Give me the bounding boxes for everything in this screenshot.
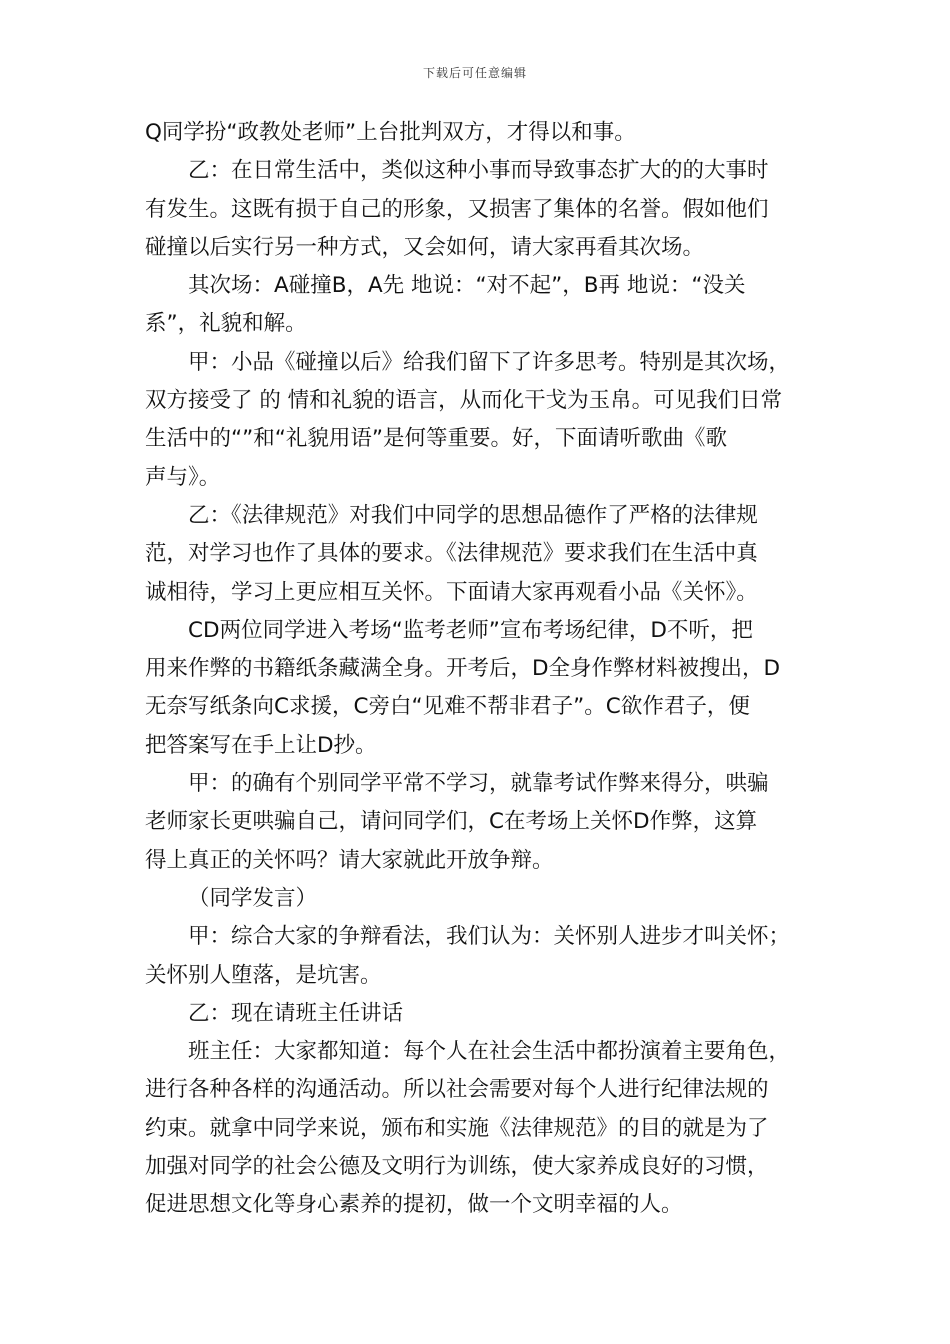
text-line: 生活中的“”和“礼貌用语”是何等重要。好，下面请听歌曲《歌 bbox=[145, 426, 728, 452]
page-header: 下载后可任意编辑 bbox=[422, 66, 527, 80]
text-line: 无奈写纸条向C求援，C旁白“见难不帮非君子”。C欲作君子，便 bbox=[145, 694, 750, 720]
text-line: 甲：小品《碰撞以后》给我们留下了许多思考。特别是其次场， bbox=[188, 349, 791, 375]
text-line: 甲：综合大家的争辩看法，我们认为：关怀别人进步才叫关怀； bbox=[188, 924, 791, 950]
text-line: 系”，礼貌和解。 bbox=[145, 311, 307, 337]
text-line: 声与》。 bbox=[145, 464, 221, 490]
text-line: 范，对学习也作了具体的要求。《法律规范》要求我们在生活中真 bbox=[145, 541, 758, 567]
text-line: 促进思想文化等身心素养的提初，做一个文明幸福的人。 bbox=[145, 1192, 683, 1218]
text-line: 关怀别人堕落，是坑害。 bbox=[145, 962, 382, 988]
text-line: 班主任：大家都知道：每个人在社会生活中都扮演着主要角色， bbox=[188, 1039, 791, 1065]
text-line: Q同学扮“政教处老师”上台批判双方，才得以和事。 bbox=[145, 120, 636, 145]
text-line: 乙：在日常生活中，类似这种小事而导致事态扩大的的大事时 bbox=[188, 158, 769, 184]
text-line: 碰撞以后实行另一种方式，又会如何，请大家再看其次场。 bbox=[145, 234, 705, 260]
text-line: 进行各种各样的沟通活动。所以社会需要对每个人进行纪律法规的 bbox=[145, 1077, 769, 1103]
text-line: 把答案写在手上让D抄。 bbox=[145, 732, 377, 758]
text-line: 其次场：A碰撞B，A先 地说：“对不起”，B再 地说：“没关 bbox=[188, 273, 746, 299]
text-line: 乙：《法律规范》对我们中同学的思想品德作了严格的法律规 bbox=[188, 502, 758, 528]
text-line: 甲：的确有个别同学平常不学习，就靠考试作弊来得分，哄骗 bbox=[188, 771, 769, 797]
text-line: 得上真正的关怀吗？请大家就此开放争辩。 bbox=[145, 847, 554, 873]
text-line: 用来作弊的书籍纸条藏满全身。开考后，D全身作弊材料被搜出，D bbox=[145, 656, 781, 682]
text-line: （同学发言） bbox=[188, 885, 318, 911]
text-line: 双方接受了 的 情和礼貌的语言，从而化干戈为玉帛。可见我们日常 bbox=[145, 388, 783, 414]
document-body bbox=[145, 114, 825, 1225]
text-line: 有发生。这既有损于自己的形象，又损害了集体的名誉。假如他们 bbox=[145, 196, 769, 222]
text-line: CD两位同学进入考场“监考老师”宣布考场纪律，D不听，把 bbox=[188, 617, 753, 643]
text-line: 老师家长更哄骗自己，请问同学们，C在考场上关怀D作弊，这算 bbox=[145, 809, 758, 835]
text-line: 诚相待，学习上更应相互关怀。下面请大家再观看小品《关怀》。 bbox=[145, 579, 758, 605]
text-line: 加强对同学的社会公德及文明行为训练，使大家养成良好的习惯， bbox=[145, 1154, 769, 1180]
text-line: 约束。就拿中同学来说，颁布和实施《法律规范》的目的就是为了 bbox=[145, 1115, 769, 1141]
text-line: 乙：现在请班主任讲话 bbox=[188, 1000, 404, 1026]
